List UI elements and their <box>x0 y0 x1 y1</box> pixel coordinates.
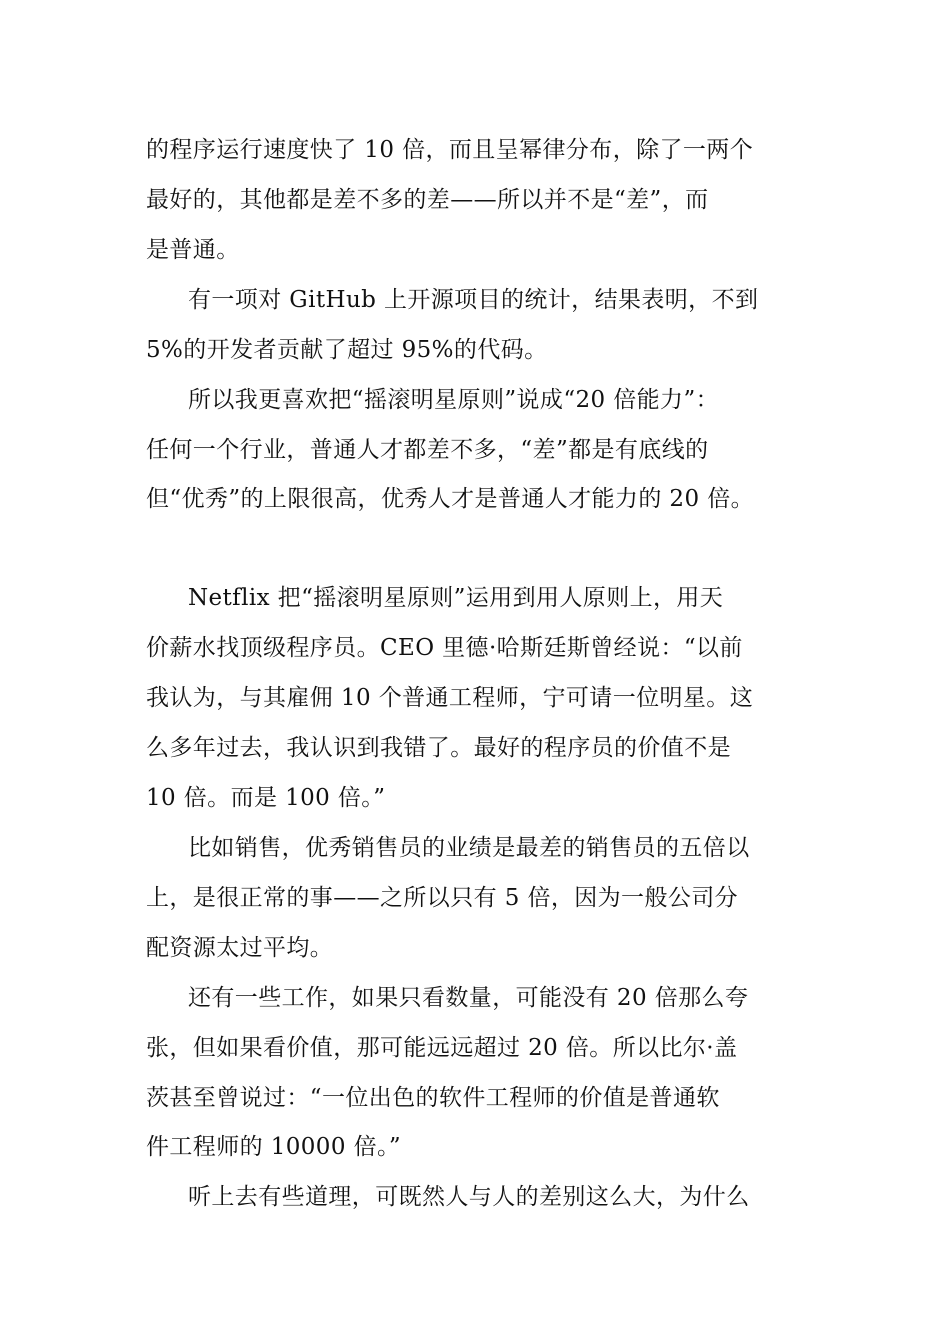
text-line: 但“优秀”的上限很高，优秀人才是普通人才能力的 20 倍。 <box>146 486 755 512</box>
text-line: 我认为，与其雇佣 10 个普通工程师，宁可请一位明星。这 <box>146 685 754 711</box>
text-line: 有一项对 GitHub 上开源项目的统计，结果表明，不到 <box>188 287 759 313</box>
text-line: 配资源太过平均。 <box>146 935 334 961</box>
text-line: 所以我更喜欢把“摇滚明星原则”说成“20 倍能力”： <box>188 387 720 413</box>
text-line: Netflix 把“摇滚明星原则”运用到用人原则上，用天 <box>188 585 724 611</box>
text-line: 价薪水找顶级程序员。CEO 里德·哈斯廷斯曾经说：“以前 <box>146 635 743 661</box>
text-line: 听上去有些道理，可既然人与人的差别这么大，为什么 <box>188 1184 750 1210</box>
text-line: 张，但如果看价值，那可能远远超过 20 倍。所以比尔·盖 <box>146 1035 738 1061</box>
text-line: 任何一个行业，普通人才都差不多，“差”都是有底线的 <box>146 437 709 463</box>
text-line: 件工程师的 10000 倍。” <box>146 1134 402 1160</box>
text-line: 最好的，其他都是差不多的差——所以并不是“差”，而 <box>146 187 709 213</box>
text-line: 茨甚至曾说过：“一位出色的软件工程师的价值是普通软 <box>146 1085 720 1111</box>
text-line: 10 倍。而是 100 倍。” <box>146 785 386 811</box>
text-line: 么多年过去，我认识到我错了。最好的程序员的价值不是 <box>146 735 731 761</box>
text-line: 还有一些工作，如果只看数量，可能没有 20 倍那么夸 <box>188 985 749 1011</box>
text-line: 上，是很正常的事——之所以只有 5 倍，因为一般公司分 <box>146 885 739 911</box>
text-line: 5%的开发者贡献了超过 95%的代码。 <box>146 337 548 363</box>
text-line: 是普通。 <box>146 237 240 263</box>
text-line: 比如销售，优秀销售员的业绩是最差的销售员的五倍以 <box>188 835 750 861</box>
text-line: 的程序运行速度快了 10 倍，而且呈幂律分布，除了一两个 <box>146 137 754 163</box>
